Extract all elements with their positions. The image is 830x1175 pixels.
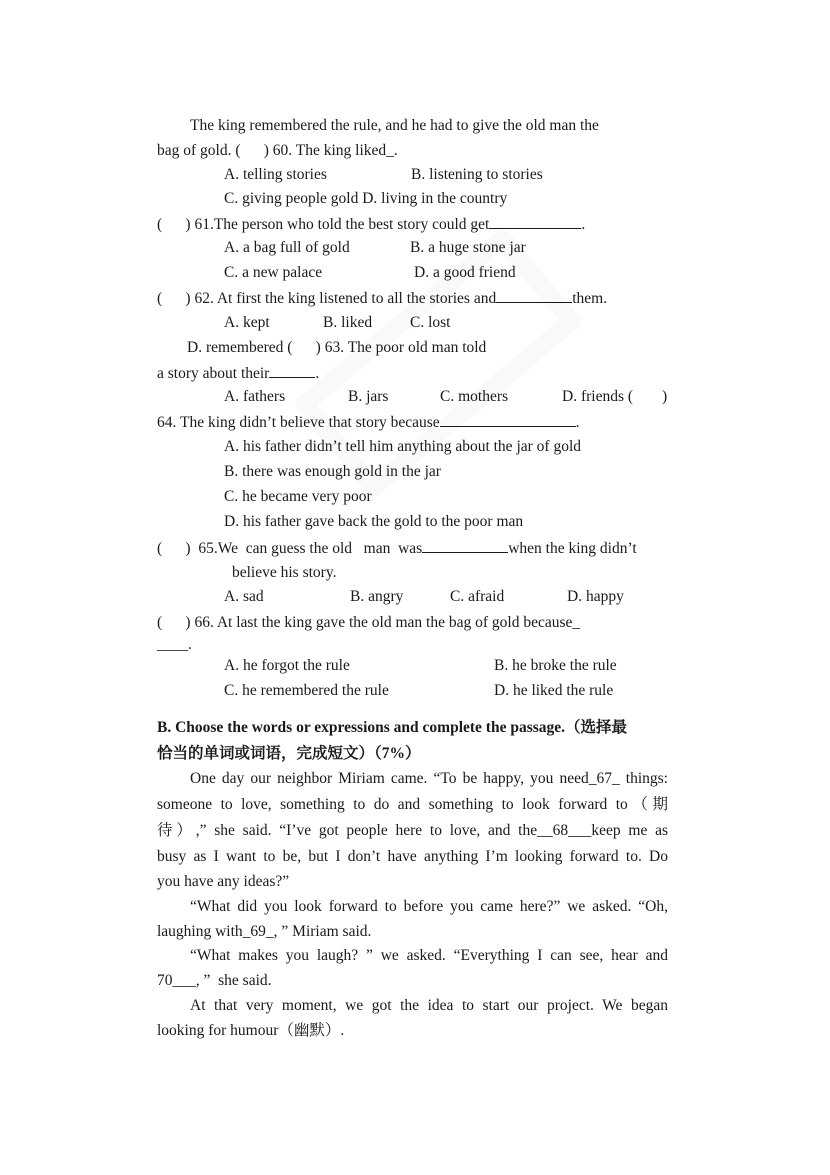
question-64-stem (157, 412, 580, 433)
question-62-stem (157, 288, 607, 309)
option-65-b: B. angry (350, 588, 404, 605)
passage-end-line: The king remembered the rule, and he had to give the old man the (190, 117, 599, 134)
option-60-cd: C. giving people gold D. living in the country (224, 190, 508, 207)
option-64-a: A. his father didn’t tell him anything about the jar of gold (224, 438, 582, 455)
option-62-d-question-63: D. remembered ( ) 63. The poor old man told (187, 339, 487, 356)
passage-line: 待）,” she said. “I’ve got people here to love, and the__68___keep me as (157, 822, 668, 839)
answer-blank (269, 363, 315, 378)
passage-line: you have any ideas?” (157, 873, 290, 890)
option-63-a: A. fathers (224, 388, 286, 405)
option-64-b: B. there was enough gold in the jar (224, 463, 441, 480)
option-62-c: C. lost (410, 314, 451, 331)
answer-blank (489, 214, 581, 229)
q62-end: them. (572, 290, 608, 307)
option-64-d: D. his father gave back the gold to the poor man (224, 513, 524, 530)
option-66-d: D. he liked the rule (494, 682, 614, 699)
answer-blank (440, 412, 576, 427)
option-63-d: D. friends ( (562, 388, 634, 405)
passage-line: someone to love, something to do and something to look forward to（期 (157, 796, 668, 813)
q63-end: . (315, 365, 320, 382)
passage-line: looking for humour（幽默）. (157, 1022, 345, 1039)
option-60-a: A. telling stories (224, 166, 327, 183)
passage-line: “What makes you laugh? ” we asked. “Everything I can see, hear and (190, 947, 668, 964)
option-66-c: C. he remembered the rule (224, 682, 389, 699)
question-65-cont: believe his story. (232, 564, 337, 581)
option-65-c: C. afraid (450, 588, 505, 605)
section-b-heading: B. Choose the words or expressions and complete the passage.（选择最 (157, 719, 628, 736)
q64-paren-close: ) (662, 388, 668, 405)
question-63-cont (157, 363, 319, 384)
q64-end: . (575, 414, 580, 431)
option-66-a: A. he forgot the rule (224, 657, 350, 674)
option-64-c: C. he became very poor (224, 488, 372, 505)
section-b-heading-cont: 恰当的单词或词语，完成短文）（7%） (157, 745, 421, 762)
q62-text: ( ) 62. At first the king listened to all the stories and (157, 290, 497, 307)
passage-line: busy as I want to be, but I don’t have anything I’m looking forward to. Do (157, 848, 668, 865)
option-65-a: A. sad (224, 588, 264, 605)
question-66-stem: ( ) 66. At last the king gave the old man the bag of gold because_ (157, 614, 581, 631)
passage-line: At that very moment, we got the idea to start our project. We began (190, 997, 668, 1014)
passage-line: “What did you look forward to before you came here?” we asked. “Oh, (190, 898, 668, 915)
option-65-d: D. happy (567, 588, 624, 605)
option-60-b: B. listening to stories (411, 166, 543, 183)
question-60-stem: bag of gold. ( ) 60. The king liked_. (157, 142, 398, 159)
q61-text: ( ) 61.The person who told the best story could get (157, 216, 490, 233)
question-65-stem (157, 538, 637, 559)
passage-line: One day our neighbor Miriam came. “To be happy, you need_67_ things: (190, 770, 668, 787)
question-61-stem (157, 214, 585, 235)
passage-line: laughing with_69_, ” Miriam said. (157, 923, 372, 940)
option-63-b: B. jars (348, 388, 389, 405)
q61-end: . (581, 216, 586, 233)
passage-line: 70___, ” she said. (157, 972, 272, 989)
option-61-b: B. a huge stone jar (410, 239, 526, 256)
question-66-cont: ____. (157, 636, 192, 653)
option-61-a: A. a bag full of gold (224, 239, 350, 256)
answer-blank (496, 288, 572, 303)
option-66-b: B. he broke the rule (494, 657, 617, 674)
q64-text: 64. The king didn’t believe that story because (157, 414, 440, 431)
q65-text: ( ) 65.We can guess the old man was (157, 540, 423, 557)
q65-end: when the king didn’t (508, 540, 637, 557)
q63-text: a story about their (157, 365, 270, 382)
option-61-d: D. a good friend (414, 264, 516, 281)
option-63-c: C. mothers (440, 388, 509, 405)
answer-blank (422, 538, 508, 553)
option-62-a: A. kept (224, 314, 270, 331)
option-62-b: B. liked (323, 314, 373, 331)
option-61-c: C. a new palace (224, 264, 323, 281)
